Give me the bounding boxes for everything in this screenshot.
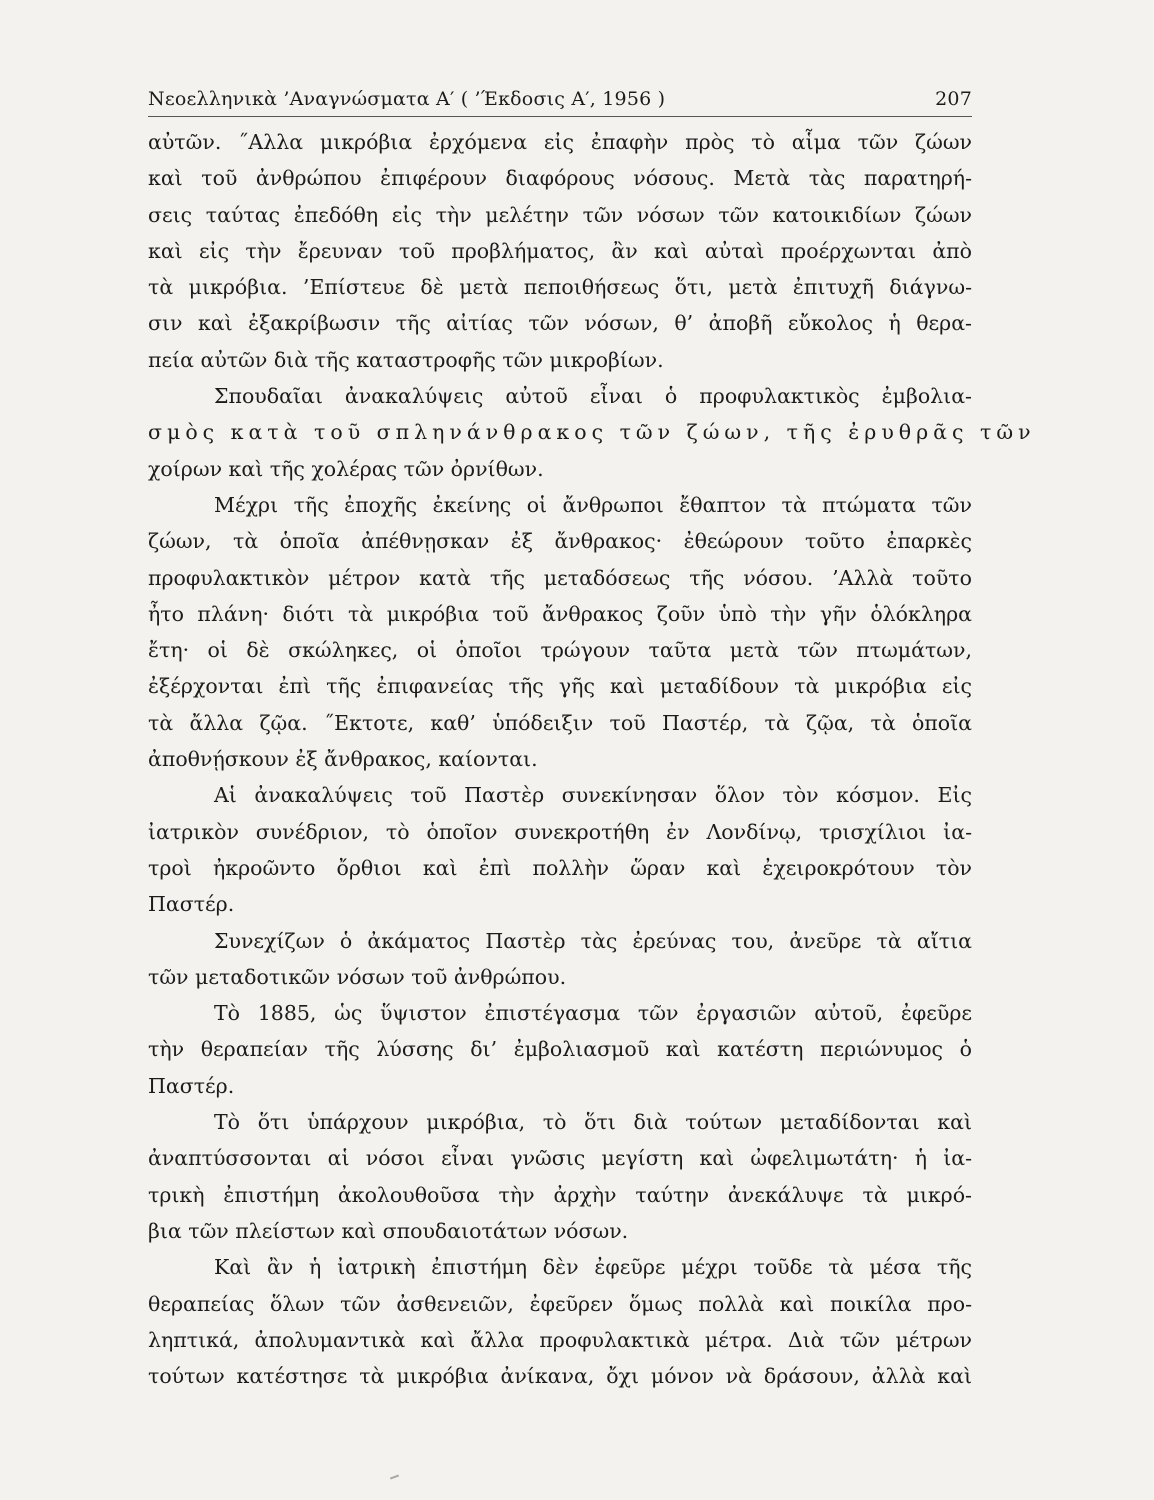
text-line: ἔτη· οἱ δὲ σκώληκες, οἱ ὁποῖοι τρώγουν ταῦτα μετὰ τῶν πτωμάτων, [148, 638, 972, 663]
text-line: ληπτικά, ἀπολυμαντικὰ καὶ ἄλλα προφυλακτικὰ μέτρα. Διὰ τῶν μέτρων [148, 1327, 972, 1352]
body-text [148, 124, 1036, 1394]
text-line: Τὸ ὅτι ὑπάρχουν μικρόβια, τὸ ὅτι διὰ τούτων μεταδίδονται καὶ [214, 1110, 972, 1135]
text-line: Συνεχίζων ὁ ἀκάματος Παστὲρ τὰς ἐρεύνας του, ἀνεῦρε τὰ αἴτια [214, 928, 972, 953]
header-title: Νεοελληνικὰ ’Αναγνώσματα Α′ ( ’Έκδοσις Α′, 1956 ) [148, 88, 666, 110]
text-line: τροὶ ἠκροῶντο ὄρθιοι καὶ ἐπὶ πολλὴν ὥραν καὶ ἐχειροκρότουν τὸν [148, 855, 972, 880]
text-line: τὰ μικρόβια. ’Επίστευε δὲ μετὰ πεποιθήσεως ὅτι, μετὰ ἐπιτυχῆ διάγνω- [148, 275, 972, 300]
text-line: ἐξέρχονται ἐπὶ τῆς ἐπιφανείας τῆς γῆς καὶ μεταδίδουν τὰ μικρόβια εἰς [148, 674, 972, 699]
paper-speck [390, 1475, 399, 1480]
text-line: πεία αὐτῶν διὰ τῆς καταστροφῆς τῶν μικροβίων. [148, 347, 664, 372]
text-line: αὐτῶν. ˝Αλλα μικρόβια ἐρχόμενα εἰς ἐπαφὴν πρὸς τὸ αἷμα τῶν ζώων [148, 130, 972, 154]
text-line: σμὸς κατὰ τοῦ σπληνάνθρακος τῶν ζώων, τῆς ἐρυθρᾶς τῶν [148, 420, 1036, 445]
text-line: Τὸ 1885, ὡς ὕψιστον ἐπιστέγασμα τῶν ἐργασιῶν αὐτοῦ, ἐφεῦρε [214, 1001, 972, 1026]
text-line: Αἱ ἀνακαλύψεις τοῦ Παστὲρ συνεκίνησαν ὅλον τὸν κόσμον. Εἰς [214, 783, 972, 808]
running-header [148, 88, 972, 114]
text-line: Σπουδαῖαι ἀνακαλύψεις αὐτοῦ εἶναι ὁ προφυλακτικὸς ἐμβολια- [214, 384, 972, 409]
text-line: τῶν μεταδοτικῶν νόσων τοῦ ἀνθρώπου. [148, 964, 567, 989]
text-line: Καὶ ἂν ἡ ἰατρικὴ ἐπιστήμη δὲν ἐφεῦρε μέχρι τοῦδε τὰ μέσα τῆς [214, 1255, 972, 1280]
text-line: Παστέρ. [148, 892, 235, 917]
text-line: καὶ τοῦ ἀνθρώπου ἐπιφέρουν διαφόρους νόσους. Μετὰ τὰς παρατηρή- [148, 166, 972, 191]
text-line: προφυλακτικὸν μέτρον κατὰ τῆς μεταδόσεως τῆς νόσου. ’Αλλὰ τοῦτο [148, 565, 972, 590]
text-line: σιν καὶ ἐξακρίβωσιν τῆς αἰτίας τῶν νόσων, θ’ ἀποβῆ εὔκολος ἡ θερα- [148, 311, 972, 336]
text-line: καὶ εἰς τὴν ἔρευναν τοῦ προβλήματος, ἂν καὶ αὐταὶ προέρχωνται ἀπὸ [148, 238, 972, 263]
text-line: τούτων κατέστησε τὰ μικρόβια ἀνίκανα, ὄχι μόνον νὰ δράσουν, ἀλλὰ καὶ [148, 1364, 972, 1389]
text-line: τὴν θεραπείαν τῆς λύσσης δι’ ἐμβολιασμοῦ καὶ κατέστη περιώνυμος ὁ [148, 1037, 972, 1062]
text-line: ἰατρικὸν συνέδριον, τὸ ὁποῖον συνεκροτήθη ἐν Λονδίνῳ, τρισχίλιοι ἰα- [148, 819, 972, 844]
text-line: ἀναπτύσσονται αἱ νόσοι εἶναι γνῶσις μεγίστη καὶ ὠφελιμωτάτη· ἡ ἰα- [148, 1146, 972, 1171]
text-line: ζώων, τὰ ὁποῖα ἀπέθνῃσκαν ἐξ ἄνθρακος· ἐθεώρουν τοῦτο ἐπαρκὲς [148, 529, 972, 554]
text-line: Παστέρ. [148, 1073, 235, 1098]
text-line: ἦτο πλάνη· διότι τὰ μικρόβια τοῦ ἄνθρακος ζοῦν ὑπὸ τὴν γῆν ὁλόκληρα [148, 601, 972, 626]
text-line: θεραπείας ὅλων τῶν ἀσθενειῶν, ἐφεῦρεν ὅμως πολλὰ καὶ ποικίλα προ- [148, 1291, 972, 1316]
text-line: βια τῶν πλείστων καὶ σπουδαιοτάτων νόσων. [148, 1218, 629, 1243]
text-line: σεις ταύτας ἐπεδόθη εἰς τὴν μελέτην τῶν νόσων τῶν κατοικιδίων ζώων [148, 202, 972, 227]
text-line: τὰ ἄλλα ζῷα. ˝Εκτοτε, καθ’ ὑπόδειξιν τοῦ Παστέρ, τὰ ζῷα, τὰ ὁποῖα [148, 710, 972, 735]
text-line: χοίρων καὶ τῆς χολέρας τῶν ὀρνίθων. [148, 456, 544, 481]
text-line: τρικὴ ἐπιστήμη ἀκολουθοῦσα τὴν ἀρχὴν ταύτην ἀνεκάλυψε τὰ μικρό- [148, 1182, 972, 1207]
page-number: 207 [935, 88, 972, 110]
text-line: ἀποθνῄσκουν ἐξ ἄνθρακος, καίονται. [148, 747, 538, 772]
text-line: Μέχρι τῆς ἐποχῆς ἐκείνης οἱ ἄνθρωποι ἔθαπτον τὰ πτώματα τῶν [214, 492, 972, 517]
header-rule [148, 116, 972, 117]
